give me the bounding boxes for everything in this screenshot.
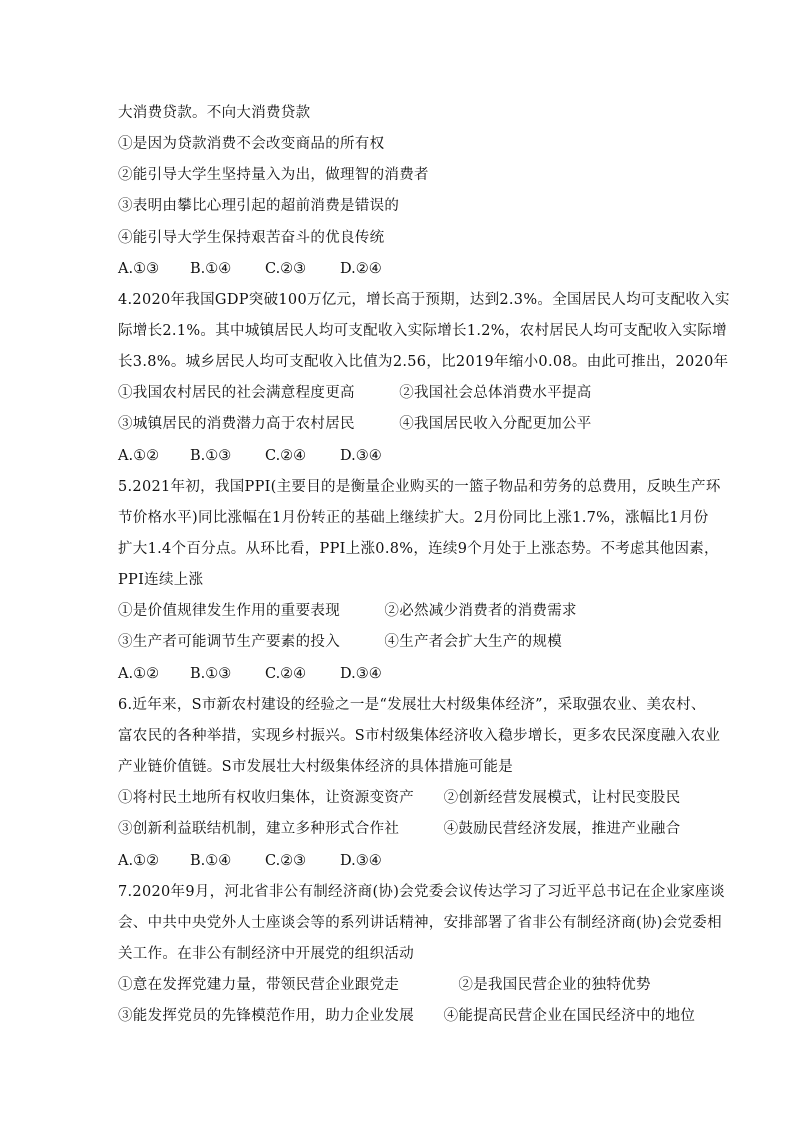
text-line: ①将村民土地所有权收归集体，让资源变资产 ②创新经营发展模式，让村民变股民: [118, 790, 681, 806]
question-7-text: 会、中共中央党外人士座谈会等的系列讲话精神，安排部署了省非公有制经济商(协)会党委相: [118, 915, 722, 931]
question-4-text: 际增长2.1%。其中城镇居民人均可支配收入实际增长1.2%，农村居民人均可支配收入实际增: [118, 323, 727, 339]
option-a: A.①②: [118, 448, 160, 464]
option-a: A.①②: [118, 853, 160, 869]
question-6-text: 产业链价值链。S市发展壮大村级集体经济的具体措施可能是: [118, 759, 514, 775]
text-line: ①意在发挥党建力量，带领民营企业跟党走 ②是我国民营企业的独特优势: [118, 977, 651, 993]
question-7-text: 关工作。在非公有制经济中开展党的组织活动: [118, 946, 414, 962]
question-4-text: 长3.8%。城乡居民人均可支配收入比值为2.56，比2019年缩小0.08。由此可推出，2020年: [118, 354, 729, 370]
text-line: ②能引导大学生坚持量入为出，做理智的消费者: [118, 167, 429, 183]
option-d: D.③④: [340, 853, 382, 869]
text-line: ①是价值规律发生作用的重要表现 ②必然减少消费者的消费需求: [118, 603, 577, 619]
text-line: 大消费贷款。不向大消费贷款: [118, 105, 311, 121]
text-line: ③生产者可能调节生产要素的投入 ④生产者会扩大生产的规模: [118, 634, 562, 650]
question-7-text: 7.2020年9月，河北省非公有制经济商(协)会党委会议传达学习了习近平总书记在企业家座谈: [118, 884, 725, 900]
option-b: B.①④: [190, 261, 232, 277]
question-4-text: 4.2020年我国GDP突破100万亿元，增长高于预期，达到2.3%。全国居民人均可支配收入实: [118, 292, 730, 308]
question-5-text: 扩大1.4个百分点。从环比看，PPI上涨0.8%，连续9个月处于上涨态势。不考虑其他因素，: [118, 541, 719, 557]
option-b: B.①③: [190, 666, 232, 682]
option-a: A.①③: [118, 261, 160, 277]
text-line: ①我国农村居民的社会满意程度更高 ②我国社会总体消费水平提高: [118, 385, 592, 401]
option-d: D.③④: [340, 666, 382, 682]
question-6-text: 富农民的各种举措，实现乡村振兴。S市村级集体经济收入稳步增长，更多农民深度融入农业: [118, 728, 721, 744]
text-line: ③城镇居民的消费潜力高于农村居民 ④我国居民收入分配更加公平: [118, 416, 592, 432]
option-d: D.②④: [340, 261, 382, 277]
option-c: C.②④: [265, 448, 307, 464]
option-b: B.①③: [190, 448, 232, 464]
text-line: ③能发挥党员的先锋模范作用，助力企业发展 ④能提高民营企业在国民经济中的地位: [118, 1008, 696, 1024]
text-line: ③创新利益联结机制，建立多种形式合作社 ④鼓励民营经济发展，推进产业融合: [118, 821, 681, 837]
option-c: C.②④: [265, 666, 307, 682]
text-line: ③表明由攀比心理引起的超前消费是错误的: [118, 198, 400, 214]
question-5-text: 5.2021年初，我国PPI(主要目的是衡量企业购买的一篮子物品和劳务的总费用，反映生产环: [118, 479, 721, 495]
question-5-text: 节价格水平)同比涨幅在1月份转正的基础上继续扩大。2月份同比上涨1.7%，涨幅比1月份: [118, 510, 709, 526]
option-d: D.③④: [340, 448, 382, 464]
option-b: B.①④: [190, 853, 232, 869]
option-c: C.②③: [265, 261, 307, 277]
text-line: ①是因为贷款消费不会改变商品的所有权: [118, 136, 385, 152]
question-5-text: PPI连续上涨: [118, 572, 204, 588]
text-line: ④能引导大学生保持艰苦奋斗的优良传统: [118, 230, 385, 246]
option-c: C.②③: [265, 853, 307, 869]
question-6-text: 6.近年来，S市新农村建设的经验之一是“发展壮大村级集体经济”，采取强农业、美农村、: [118, 697, 706, 713]
option-a: A.①②: [118, 666, 160, 682]
